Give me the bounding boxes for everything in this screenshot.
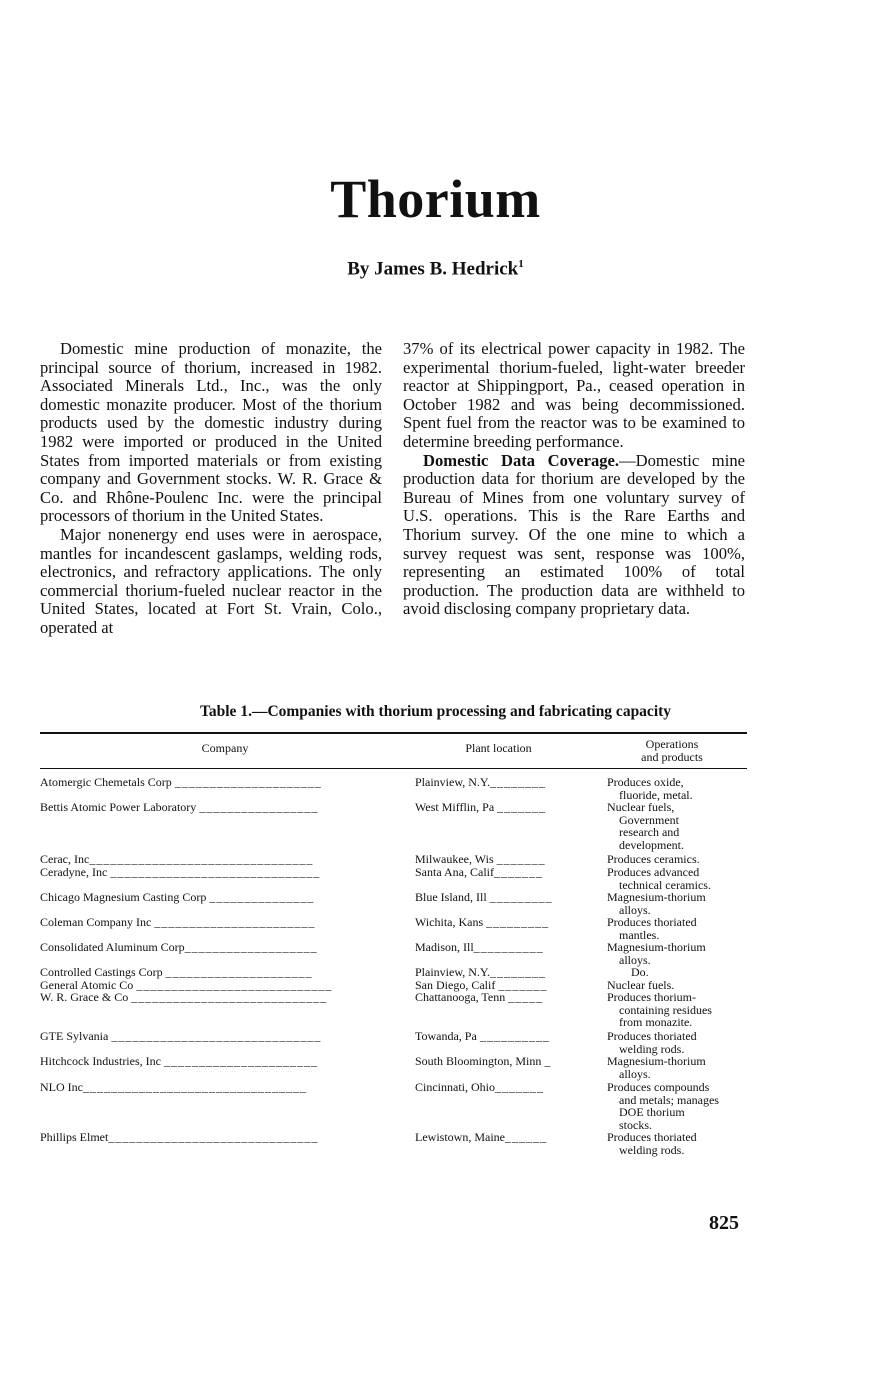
operations-line: Produces ceramics. bbox=[607, 852, 700, 866]
company-name: GTE Sylvania bbox=[40, 1030, 109, 1043]
company-cell bbox=[40, 1030, 388, 1043]
leader-dots: _______ bbox=[495, 1081, 544, 1094]
company-cell bbox=[40, 866, 388, 879]
operations-line: Nuclear fuels, bbox=[607, 800, 675, 814]
location-cell bbox=[415, 1030, 582, 1043]
body-paragraph: Domestic mine production of monazite, the principal source of thorium, increased in 1982. Associated Minerals Ltd., Inc., was the only domestic monazite producer. Most of the thorium products used by the domestic industry during 1982 were imported or produced in the United States from imported materials or from existing company and Government stocks. W. R. Grace & Co. and Rhône-Poulenc Inc. were the principal processors of thorium in the United States. bbox=[40, 339, 382, 526]
operations-line: welding rods. bbox=[619, 1142, 685, 1157]
location-name: Chattanooga, Tenn bbox=[415, 991, 506, 1004]
company-name: Hitchcock Industries, Inc bbox=[40, 1055, 161, 1068]
operations-line: containing residues bbox=[619, 1002, 712, 1017]
location-name: Plainview, N.Y. bbox=[415, 966, 490, 979]
operations-line: mantles. bbox=[619, 927, 660, 942]
location-cell bbox=[415, 1081, 582, 1094]
operations-cell bbox=[607, 1030, 747, 1055]
company-name: Cerac, Inc bbox=[40, 853, 90, 866]
location-name: Blue Island, Ill bbox=[415, 891, 487, 904]
leader-dots: _____________________ bbox=[165, 966, 313, 979]
section-text: —Domestic mine production data for thorium are developed by the Bureau of Mines from one voluntary survey of U.S. operations. This is the Rare Earths and Thorium survey. Of the one mine to which a survey request was sent, response was 100%, representing an estimated 100% of total production. The production data are withheld to avoid disclosing company proprietary data. bbox=[403, 450, 745, 619]
operations-line: development. bbox=[619, 837, 684, 852]
operations-line: Produces advanced bbox=[607, 865, 700, 879]
section-lead: Domestic Data Coverage. bbox=[423, 450, 620, 470]
operations-line: Magnesium-thorium bbox=[607, 1054, 706, 1068]
leader-dots: _______ bbox=[497, 801, 547, 814]
location-name: San Diego, Calif bbox=[415, 979, 496, 992]
company-cell bbox=[40, 801, 388, 814]
operations-cell bbox=[607, 1055, 747, 1080]
location-cell bbox=[415, 991, 582, 1004]
company-cell bbox=[40, 979, 388, 992]
operations-line: Do. bbox=[631, 965, 649, 979]
table-header-rule bbox=[40, 768, 747, 769]
header-operations bbox=[597, 738, 747, 764]
operations-cell bbox=[607, 1081, 747, 1131]
header-operations-line1: Operations bbox=[645, 737, 699, 751]
operations-cell bbox=[607, 866, 747, 891]
operations-line: Government bbox=[619, 812, 679, 827]
location-cell bbox=[415, 941, 582, 954]
company-cell bbox=[40, 941, 388, 954]
operations-line: welding rods. bbox=[619, 1041, 685, 1056]
operations-line: alloys. bbox=[619, 1066, 651, 1081]
header-location: Plant location bbox=[465, 741, 532, 755]
location-name: Cincinnati, Ohio bbox=[415, 1081, 495, 1094]
location-name: Towanda, Pa bbox=[415, 1030, 477, 1043]
table-title: Table 1.—Companies with thorium processing and fabricating capacity bbox=[199, 703, 672, 720]
location-cell bbox=[415, 801, 582, 814]
location-cell bbox=[415, 853, 582, 866]
operations-cell bbox=[607, 1131, 747, 1156]
body-paragraph: 37% of its electrical power capacity in 1982. The experimental thorium-fueled, light-water breeder reactor at Shippingport, Pa., ceased operation in October 1982 and was being decommissioned. Spent fuel from the reactor was to be examined to determine breeding performance. bbox=[403, 339, 745, 451]
operations-cell bbox=[607, 853, 747, 866]
location-cell bbox=[415, 1055, 582, 1068]
operations-line: alloys. bbox=[619, 902, 651, 917]
operations-cell bbox=[607, 916, 747, 941]
leader-dots: ________________________________ bbox=[89, 853, 314, 866]
location-cell bbox=[415, 776, 582, 789]
operations-line: from monazite. bbox=[619, 1015, 693, 1030]
leader-dots: _______ bbox=[493, 866, 543, 879]
leader-dots: ________ bbox=[490, 966, 546, 979]
company-cell bbox=[40, 776, 388, 789]
company-cell bbox=[40, 891, 388, 904]
location-name: Lewistown, Maine bbox=[415, 1131, 505, 1144]
company-name: Ceradyne, Inc bbox=[40, 866, 108, 879]
company-name: Coleman Company Inc bbox=[40, 916, 152, 929]
location-cell bbox=[415, 916, 582, 929]
operations-line: Magnesium-thorium bbox=[607, 890, 706, 904]
operations-line: Magnesium-thorium bbox=[607, 940, 706, 954]
operations-line: Produces compounds bbox=[607, 1080, 710, 1094]
leader-dots: _________ bbox=[486, 916, 550, 929]
operations-cell bbox=[607, 941, 747, 966]
leader-dots: _______________ bbox=[209, 891, 315, 904]
company-name: Controlled Castings Corp bbox=[40, 966, 163, 979]
location-cell bbox=[415, 966, 582, 979]
location-name: Wichita, Kans bbox=[415, 916, 484, 929]
leader-dots: ________________________________ bbox=[82, 1081, 307, 1094]
company-name: Chicago Magnesium Casting Corp bbox=[40, 891, 207, 904]
company-name: Consolidated Aluminum Corp bbox=[40, 941, 185, 954]
company-name: Atomergic Chemetals Corp bbox=[40, 776, 172, 789]
company-cell bbox=[40, 916, 388, 929]
leader-dots: ______________________________ bbox=[110, 866, 321, 879]
operations-line: technical ceramics. bbox=[619, 877, 711, 892]
operations-line: fluoride, metal. bbox=[619, 787, 693, 802]
company-cell bbox=[40, 1081, 388, 1094]
operations-cell bbox=[607, 776, 747, 801]
footnote-mark: 1 bbox=[518, 258, 524, 270]
operations-line: Produces thoriated bbox=[607, 915, 697, 929]
leader-dots: _ bbox=[544, 1055, 552, 1068]
author-byline bbox=[0, 258, 871, 280]
body-paragraph: Major nonenergy end uses were in aerospace, mantles for incandescent gaslamps, welding rods, electronics, and refractory applications. The only commercial thorium-fueled nuclear reactor in the United States, located at Fort St. Vrain, Colo., operated at bbox=[40, 524, 382, 637]
author-name: By James B. Hedrick bbox=[347, 258, 519, 280]
leader-dots: _________ bbox=[489, 891, 553, 904]
company-name: NLO Inc bbox=[40, 1081, 83, 1094]
page-title: Thorium bbox=[330, 169, 541, 229]
operations-cell bbox=[607, 991, 747, 1029]
leader-dots: ______________________________ bbox=[108, 1131, 319, 1144]
leader-dots: ____________________________ bbox=[131, 991, 328, 1004]
header-company: Company bbox=[201, 741, 249, 755]
location-cell bbox=[415, 891, 582, 904]
operations-cell bbox=[607, 966, 747, 979]
operations-line: Produces thoriated bbox=[607, 1130, 697, 1144]
leader-dots: __________ bbox=[479, 1030, 550, 1043]
location-name: Santa Ana, Calif bbox=[415, 866, 494, 879]
operations-line: and metals; manages bbox=[619, 1092, 719, 1107]
company-cell bbox=[40, 966, 388, 979]
left-column bbox=[40, 340, 382, 638]
leader-dots: ____________________________ bbox=[136, 979, 333, 992]
location-name: Plainview, N.Y. bbox=[415, 776, 490, 789]
leader-dots: ________ bbox=[490, 776, 546, 789]
operations-line: Nuclear fuels. bbox=[607, 978, 675, 992]
leader-dots: ___________________ bbox=[184, 941, 318, 954]
company-name: General Atomic Co bbox=[40, 979, 134, 992]
operations-cell bbox=[607, 891, 747, 916]
leader-dots: _________________ bbox=[199, 801, 319, 814]
company-name: Bettis Atomic Power Laboratory bbox=[40, 801, 197, 814]
operations-line: Produces oxide, bbox=[607, 775, 684, 789]
leader-dots: _______ bbox=[498, 979, 548, 992]
company-cell bbox=[40, 1131, 388, 1144]
location-cell bbox=[415, 1131, 582, 1144]
company-cell bbox=[40, 853, 388, 866]
leader-dots: __________ bbox=[473, 941, 544, 954]
location-cell bbox=[415, 866, 582, 879]
location-name: South Bloomington, Minn bbox=[415, 1055, 542, 1068]
location-name: West Mifflin, Pa bbox=[415, 801, 495, 814]
header-operations-line2: and products bbox=[641, 750, 703, 764]
right-column bbox=[403, 340, 745, 619]
leader-dots: ______ bbox=[504, 1131, 547, 1144]
operations-cell bbox=[607, 801, 747, 851]
company-cell bbox=[40, 991, 388, 1004]
operations-line: research and bbox=[619, 825, 680, 840]
leader-dots: _______________________ bbox=[154, 916, 316, 929]
leader-dots: _______ bbox=[496, 853, 546, 866]
location-name: Milwaukee, Wis bbox=[415, 853, 494, 866]
operations-line: Produces thoriated bbox=[607, 1029, 697, 1043]
company-cell bbox=[40, 1055, 388, 1068]
operations-line: DOE thorium bbox=[619, 1105, 685, 1120]
operations-line: alloys. bbox=[619, 952, 651, 967]
leader-dots: ______________________ bbox=[163, 1055, 318, 1068]
company-name: W. R. Grace & Co bbox=[40, 991, 129, 1004]
table-top-rule bbox=[40, 732, 747, 734]
operations-line: Produces thorium- bbox=[607, 990, 696, 1004]
body-paragraph-coverage bbox=[403, 452, 745, 619]
page-number: 825 bbox=[709, 1212, 739, 1234]
location-name: Madison, Ill bbox=[415, 941, 474, 954]
location-cell bbox=[415, 979, 582, 992]
leader-dots: _____________________ bbox=[174, 776, 322, 789]
company-name: Phillips Elmet bbox=[40, 1131, 109, 1144]
leader-dots: _____ bbox=[508, 991, 544, 1004]
operations-line: stocks. bbox=[619, 1117, 652, 1132]
leader-dots: ______________________________ bbox=[111, 1030, 322, 1043]
